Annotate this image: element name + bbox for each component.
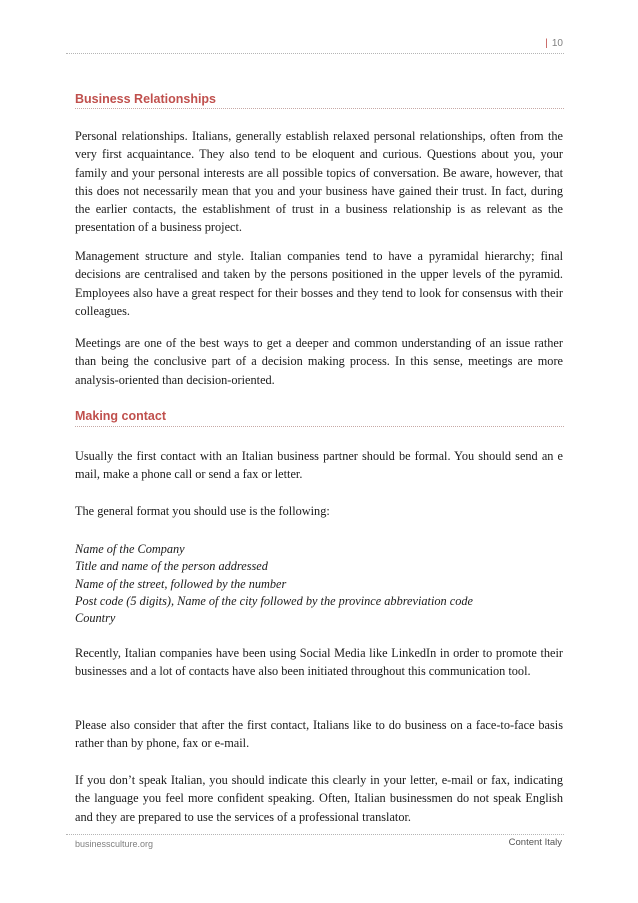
paragraph-language: If you don’t speak Italian, you should indicate this clearly in your letter, e-mail or fax, indicating the language you feel more confident speaking. Often, Italian businessmen do not speak English and they are prepared to use the services of a professional translator. xyxy=(75,773,563,824)
paragraph-face-to-face: Please also consider that after the first contact, Italians like to do business on a face-to-face basis rather than by phone, fax or e-mail. xyxy=(75,718,563,751)
address-format xyxy=(75,541,563,627)
page-number-separator: | xyxy=(545,38,548,49)
paragraph-general-format: The general format you should use is the following: xyxy=(75,504,330,518)
section-rule xyxy=(75,108,564,109)
paragraph-personal-relationships: Personal relationships. Italians, generally establish relaxed personal relationships, often from the very first acquaintance. They also tend to be eloquent and curious. Questions about you, your family and your personal interests are all possible topics of conversation. Be aware, however, that this does not necessarily mean that you and your business have gained their trust. In fact, during the earlier contacts, the establishment of trust in a business relationship is as relevant as the presentation of a business project. xyxy=(75,129,563,235)
paragraph-social-media: Recently, Italian companies have been using Social Media like LinkedIn in order to promote their businesses and a lot of contacts have also been initiated throughout this communication tool. xyxy=(75,646,563,679)
footer-title: Content Italy xyxy=(508,837,562,848)
header-divider xyxy=(66,53,564,54)
footer-divider xyxy=(66,834,564,835)
address-line-country: Country xyxy=(75,611,116,626)
address-line-postcode: Post code (5 digits), Name of the city followed by the province abbreviation code xyxy=(75,593,473,608)
paragraph-management-structure: Management structure and style. Italian companies tend to have a pyramidal hierarchy; final decisions are centralised and taken by the persons positioned in the upper levels of the pyramid. Employees also have a great respect for their bosses and they tend to look for consensus with their colleagues. xyxy=(75,249,563,318)
section-title-business-relationships: Business Relationships xyxy=(75,92,217,106)
page-number-value: 10 xyxy=(551,38,563,49)
paragraph-meetings: Meetings are one of the best ways to get a deeper and common understanding of an issue rather than being the conclusive part of a decision making process. In this sense, meetings are more analysis-oriented than decision-oriented. xyxy=(75,336,563,387)
address-line-person: Title and name of the person addressed xyxy=(75,559,268,574)
paragraph-first-contact: Usually the first contact with an Italian business partner should be formal. You should send an e mail, make a phone call or send a fax or letter. xyxy=(75,449,563,482)
address-line-company: Name of the Company xyxy=(75,542,185,556)
footer-site: businessculture.org xyxy=(75,839,154,849)
address-line-street: Name of the street, followed by the number xyxy=(75,576,287,591)
page-number xyxy=(545,38,563,49)
section-rule xyxy=(75,426,564,427)
section-title-making-contact: Making contact xyxy=(75,409,166,423)
